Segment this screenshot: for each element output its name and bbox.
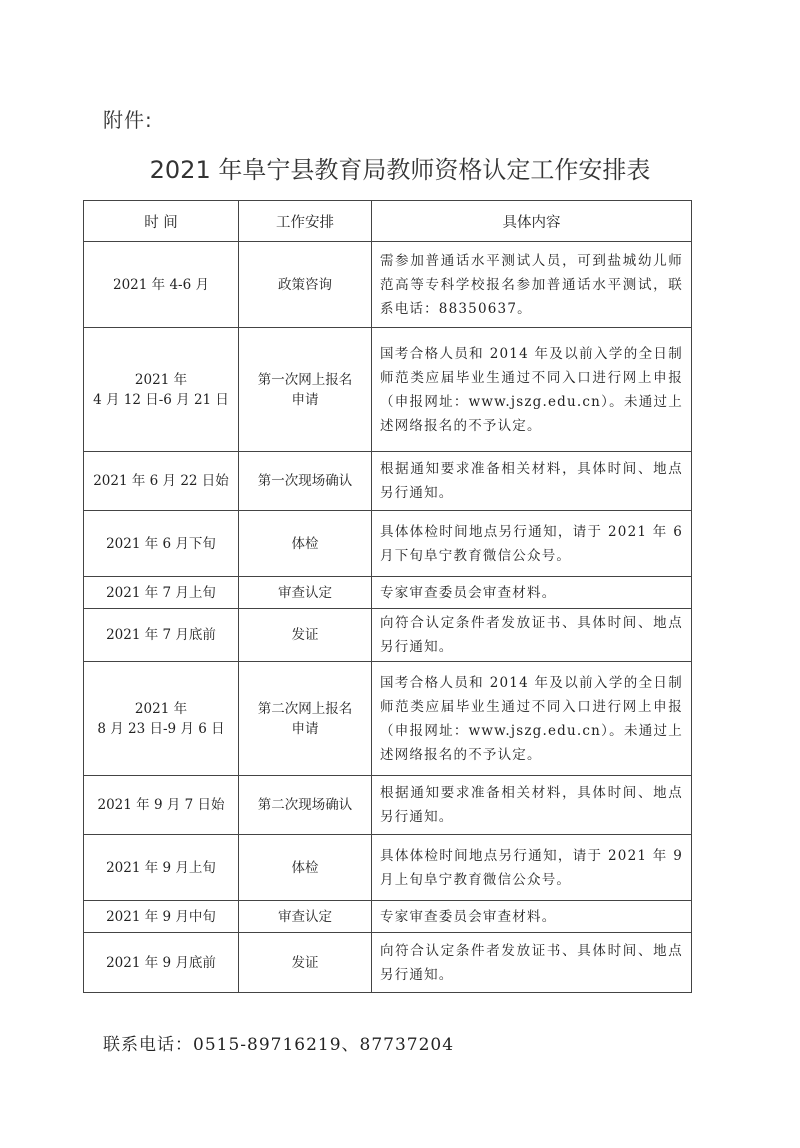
table-row	[84, 662, 692, 776]
table-row	[84, 511, 692, 577]
time-cell: 2021 年 7 月底前	[84, 609, 239, 662]
table-row	[84, 328, 692, 452]
time-cell: 2021 年 9 月底前	[84, 933, 239, 993]
column-header-arrangement: 工作安排	[239, 201, 372, 242]
table-row	[84, 609, 692, 662]
time-cell: 2021 年 9 月中旬	[84, 901, 239, 933]
content-cell: 向符合认定条件者发放证书、具体时间、地点另行通知。	[372, 933, 692, 993]
arrangement-cell: 体检	[239, 511, 372, 577]
arrangement-cell: 审查认定	[239, 577, 372, 609]
document-title: 2021 年阜宁县教育局教师资格认定工作安排表	[149, 156, 651, 184]
table-row	[84, 577, 692, 609]
table-row	[84, 933, 692, 993]
content-cell: 国考合格人员和 2014 年及以前入学的全日制师范类应届毕业生通过不同入口进行网上申报（申报网址：www.jszg.edu.cn）。未通过上述网络报名的不予认定。	[372, 328, 692, 452]
content-cell: 根据通知要求准备相关材料，具体时间、地点另行通知。	[372, 452, 692, 511]
time-cell: 2021 年 4-6 月	[84, 242, 239, 328]
arrangement-cell: 审查认定	[239, 901, 372, 933]
table-row	[84, 835, 692, 901]
table-row	[84, 776, 692, 835]
attachment-label: 附件:	[103, 108, 153, 132]
time-cell: 2021 年 9 月上旬	[84, 835, 239, 901]
arrangement-cell: 体检	[239, 835, 372, 901]
content-cell: 专家审查委员会审查材料。	[372, 577, 692, 609]
table-row	[84, 242, 692, 328]
table-header-row	[84, 201, 692, 242]
content-cell: 需参加普通话水平测试人员，可到盐城幼儿师范高等专科学校报名参加普通话水平测试，联系电话：88350637。	[372, 242, 692, 328]
time-cell: 2021 年 4 月 12 日-6 月 21 日	[84, 328, 239, 452]
column-header-content: 具体内容	[372, 201, 692, 242]
arrangement-cell: 第二次网上报名申请	[239, 662, 372, 776]
content-cell: 根据通知要求准备相关材料，具体时间、地点另行通知。	[372, 776, 692, 835]
time-cell: 2021 年 9 月 7 日始	[84, 776, 239, 835]
content-cell: 向符合认定条件者发放证书、具体时间、地点另行通知。	[372, 609, 692, 662]
arrangement-cell: 发证	[239, 609, 372, 662]
contact-phone: 联系电话：0515-89716219、87737204	[103, 1035, 455, 1055]
arrangement-cell: 政策咨询	[239, 242, 372, 328]
content-cell: 国考合格人员和 2014 年及以前入学的全日制师范类应届毕业生通过不同入口进行网上申报（申报网址：www.jszg.edu.cn）。未通过上述网络报名的不予认定。	[372, 662, 692, 776]
arrangement-cell: 第一次现场确认	[239, 452, 372, 511]
arrangement-cell: 第一次网上报名申请	[239, 328, 372, 452]
content-cell: 专家审查委员会审查材料。	[372, 901, 692, 933]
schedule-table	[83, 200, 692, 993]
arrangement-cell: 发证	[239, 933, 372, 993]
content-cell: 具体体检时间地点另行通知，请于 2021 年 9 月上旬阜宁教育微信公众号。	[372, 835, 692, 901]
table-row	[84, 452, 692, 511]
time-cell: 2021 年 6 月 22 日始	[84, 452, 239, 511]
time-cell: 2021 年 7 月上旬	[84, 577, 239, 609]
content-cell: 具体体检时间地点另行通知，请于 2021 年 6 月下旬阜宁教育微信公众号。	[372, 511, 692, 577]
arrangement-cell: 第二次现场确认	[239, 776, 372, 835]
time-cell: 2021 年 8 月 23 日-9 月 6 日	[84, 662, 239, 776]
table-row	[84, 901, 692, 933]
column-header-time: 时 间	[84, 201, 239, 242]
time-cell: 2021 年 6 月下旬	[84, 511, 239, 577]
